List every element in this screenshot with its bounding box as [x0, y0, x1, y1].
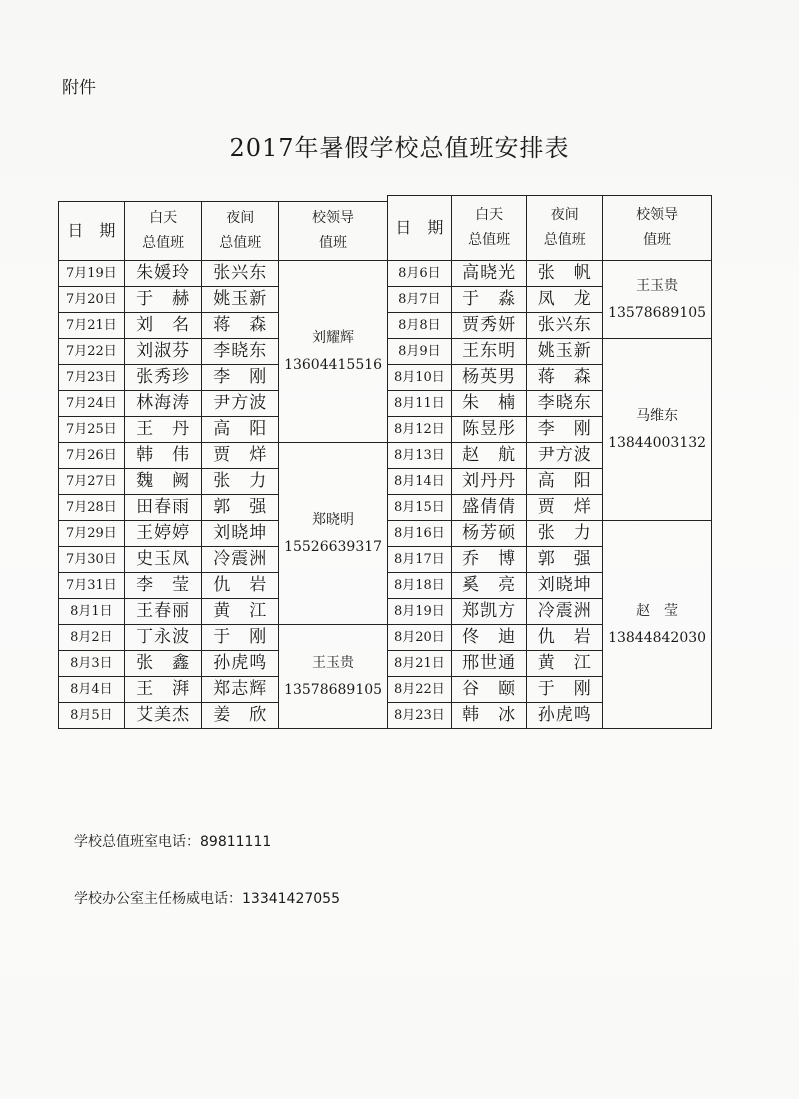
date-cell: 8月20日: [388, 625, 452, 651]
night-duty-cell: 李晓东: [202, 339, 279, 365]
day-duty-cell: 魏 阙: [124, 469, 202, 495]
night-duty-cell: 张 力: [202, 469, 279, 495]
day-duty-cell: 乔 博: [451, 547, 527, 573]
day-duty-cell: 于 淼: [451, 287, 527, 313]
night-duty-cell: 姜 欣: [202, 703, 279, 729]
date-cell: 8月3日: [59, 651, 125, 677]
night-duty-cell: 于 刚: [527, 677, 603, 703]
night-duty-cell: 于 刚: [202, 625, 279, 651]
leader-phone: 13578689105: [608, 304, 707, 321]
night-duty-cell: 贾 烊: [527, 495, 603, 521]
header-day-duty: [124, 202, 202, 261]
leader-name: 赵 莹: [636, 602, 679, 619]
office-director-phone: 学校办公室主任杨威电话：13341427055: [74, 891, 340, 907]
night-duty-cell: 高 阳: [202, 417, 279, 443]
duty-room-phone: 学校总值班室电话：89811111: [74, 834, 272, 850]
attachment-label: 附件: [62, 78, 96, 98]
date-cell: 8月22日: [388, 677, 452, 703]
leader-name: 郑晓明: [312, 511, 355, 528]
night-duty-cell: 蒋 森: [202, 313, 279, 339]
date-cell: 7月20日: [59, 287, 125, 313]
leader-cell: [279, 625, 388, 729]
leader-cell: [603, 521, 712, 729]
header-night-bottom: 总值班: [219, 235, 262, 251]
night-duty-cell: 姚玉新: [527, 339, 603, 365]
day-duty-cell: 杨英男: [451, 365, 527, 391]
leader-phone: 13578689105: [284, 681, 383, 698]
date-cell: 8月2日: [59, 625, 125, 651]
date-cell: 8月14日: [388, 469, 452, 495]
table-header-row: [388, 196, 712, 261]
date-cell: 8月17日: [388, 547, 452, 573]
date-cell: 8月21日: [388, 651, 452, 677]
header-leader-top: 校领导: [312, 209, 355, 226]
day-duty-cell: 林海涛: [124, 391, 202, 417]
leader-cell: [603, 339, 712, 521]
night-duty-cell: 李晓东: [527, 391, 603, 417]
table-row: [388, 261, 712, 287]
date-cell: 8月4日: [59, 677, 125, 703]
date-cell: 7月31日: [59, 573, 125, 599]
schedule-table-right: [387, 195, 712, 729]
day-duty-cell: 陈昱彤: [451, 417, 527, 443]
header-night-duty: [527, 196, 603, 261]
night-duty-cell: 尹方波: [527, 443, 603, 469]
night-duty-cell: 孙虎鸣: [527, 703, 603, 729]
day-duty-cell: 郑凯方: [451, 599, 527, 625]
leader-cell: [279, 261, 388, 443]
schedule-table-left: [58, 201, 388, 729]
table-row: [59, 261, 388, 287]
header-leader-top: 校领导: [636, 206, 679, 223]
night-duty-cell: 黄 江: [527, 651, 603, 677]
day-duty-cell: 盛倩倩: [451, 495, 527, 521]
date-cell: 7月24日: [59, 391, 125, 417]
leader-cell: [603, 261, 712, 339]
day-duty-cell: 韩 伟: [124, 443, 202, 469]
night-duty-cell: 张兴东: [527, 313, 603, 339]
date-cell: 8月19日: [388, 599, 452, 625]
night-duty-cell: 冷震洲: [527, 599, 603, 625]
day-duty-cell: 赵 航: [451, 443, 527, 469]
date-cell: 7月28日: [59, 495, 125, 521]
leader-name: 马维东: [636, 407, 679, 424]
date-cell: 8月23日: [388, 703, 452, 729]
night-duty-cell: 仇 岩: [202, 573, 279, 599]
date-cell: 7月29日: [59, 521, 125, 547]
header-date: 日 期: [59, 202, 125, 261]
date-cell: 8月7日: [388, 287, 452, 313]
night-duty-cell: 黄 江: [202, 599, 279, 625]
date-cell: 8月16日: [388, 521, 452, 547]
night-duty-cell: 郭 强: [527, 547, 603, 573]
leader-phone: 13844842030: [608, 629, 707, 646]
header-night-top: 夜间: [550, 206, 579, 223]
header-night-top: 夜间: [226, 209, 255, 226]
date-cell: 8月8日: [388, 313, 452, 339]
date-cell: 7月26日: [59, 443, 125, 469]
date-cell: 7月23日: [59, 365, 125, 391]
night-duty-cell: 郭 强: [202, 495, 279, 521]
day-duty-cell: 贾秀妍: [451, 313, 527, 339]
leader-name: 王玉贵: [312, 654, 355, 671]
day-duty-cell: 朱 楠: [451, 391, 527, 417]
date-cell: 7月25日: [59, 417, 125, 443]
header-leader-bottom: 值班: [643, 232, 672, 248]
day-duty-cell: 刘淑芬: [124, 339, 202, 365]
night-duty-cell: 李 刚: [202, 365, 279, 391]
table-row: [59, 625, 388, 651]
date-cell: 8月5日: [59, 703, 125, 729]
date-cell: 8月9日: [388, 339, 452, 365]
day-duty-cell: 高晓光: [451, 261, 527, 287]
header-leader-duty: [279, 202, 388, 261]
night-duty-cell: 冷震洲: [202, 547, 279, 573]
date-cell: 8月10日: [388, 365, 452, 391]
leader-name: 刘耀辉: [312, 329, 355, 346]
table-row: [388, 521, 712, 547]
date-cell: 7月30日: [59, 547, 125, 573]
page-title: 2017年暑假学校总值班安排表: [229, 134, 570, 162]
day-duty-cell: 朱媛玲: [124, 261, 202, 287]
day-duty-cell: 王 湃: [124, 677, 202, 703]
day-duty-cell: 佟 迪: [451, 625, 527, 651]
header-night-bottom: 总值班: [543, 232, 586, 248]
date-cell: 8月18日: [388, 573, 452, 599]
date-cell: 8月6日: [388, 261, 452, 287]
day-duty-cell: 奚 亮: [451, 573, 527, 599]
night-duty-cell: 高 阳: [527, 469, 603, 495]
day-duty-cell: 于 赫: [124, 287, 202, 313]
leader-cell: [279, 443, 388, 625]
day-duty-cell: 谷 颐: [451, 677, 527, 703]
day-duty-cell: 艾美杰: [124, 703, 202, 729]
leader-phone: 13604415516: [284, 356, 383, 373]
day-duty-cell: 李 莹: [124, 573, 202, 599]
day-duty-cell: 杨芳硕: [451, 521, 527, 547]
day-duty-cell: 张秀珍: [124, 365, 202, 391]
header-day-duty: [451, 196, 527, 261]
header-leader-duty: [603, 196, 712, 261]
date-cell: 7月27日: [59, 469, 125, 495]
header-day-top: 白天: [149, 209, 178, 226]
night-duty-cell: 张 力: [527, 521, 603, 547]
day-duty-cell: 王东明: [451, 339, 527, 365]
date-cell: 7月22日: [59, 339, 125, 365]
header-leader-bottom: 值班: [319, 235, 348, 251]
night-duty-cell: 郑志辉: [202, 677, 279, 703]
day-duty-cell: 王春丽: [124, 599, 202, 625]
table-row: [388, 339, 712, 365]
date-cell: 7月21日: [59, 313, 125, 339]
night-duty-cell: 姚玉新: [202, 287, 279, 313]
date-cell: 8月15日: [388, 495, 452, 521]
night-duty-cell: 刘晓坤: [527, 573, 603, 599]
date-cell: 8月11日: [388, 391, 452, 417]
day-duty-cell: 张 鑫: [124, 651, 202, 677]
header-day-top: 白天: [475, 206, 504, 223]
leader-phone: 15526639317: [284, 538, 383, 555]
day-duty-cell: 刘丹丹: [451, 469, 527, 495]
header-day-bottom: 总值班: [142, 235, 185, 251]
header-date: 日 期: [388, 196, 452, 261]
day-duty-cell: 邢世通: [451, 651, 527, 677]
night-duty-cell: 孙虎鸣: [202, 651, 279, 677]
date-cell: 8月13日: [388, 443, 452, 469]
header-day-bottom: 总值班: [468, 232, 511, 248]
night-duty-cell: 张兴东: [202, 261, 279, 287]
night-duty-cell: 刘晓坤: [202, 521, 279, 547]
day-duty-cell: 刘 名: [124, 313, 202, 339]
day-duty-cell: 韩 冰: [451, 703, 527, 729]
leader-phone: 13844003132: [608, 434, 707, 451]
table-row: [59, 443, 388, 469]
header-night-duty: [202, 202, 279, 261]
night-duty-cell: 蒋 森: [527, 365, 603, 391]
date-cell: 7月19日: [59, 261, 125, 287]
table-header-row: [59, 202, 388, 261]
night-duty-cell: 贾 烊: [202, 443, 279, 469]
night-duty-cell: 凤 龙: [527, 287, 603, 313]
day-duty-cell: 田春雨: [124, 495, 202, 521]
date-cell: 8月12日: [388, 417, 452, 443]
day-duty-cell: 王婷婷: [124, 521, 202, 547]
night-duty-cell: 尹方波: [202, 391, 279, 417]
date-cell: 8月1日: [59, 599, 125, 625]
night-duty-cell: 仇 岩: [527, 625, 603, 651]
day-duty-cell: 王 丹: [124, 417, 202, 443]
day-duty-cell: 史玉凤: [124, 547, 202, 573]
night-duty-cell: 李 刚: [527, 417, 603, 443]
day-duty-cell: 丁永波: [124, 625, 202, 651]
leader-name: 王玉贵: [636, 277, 679, 294]
night-duty-cell: 张 帆: [527, 261, 603, 287]
